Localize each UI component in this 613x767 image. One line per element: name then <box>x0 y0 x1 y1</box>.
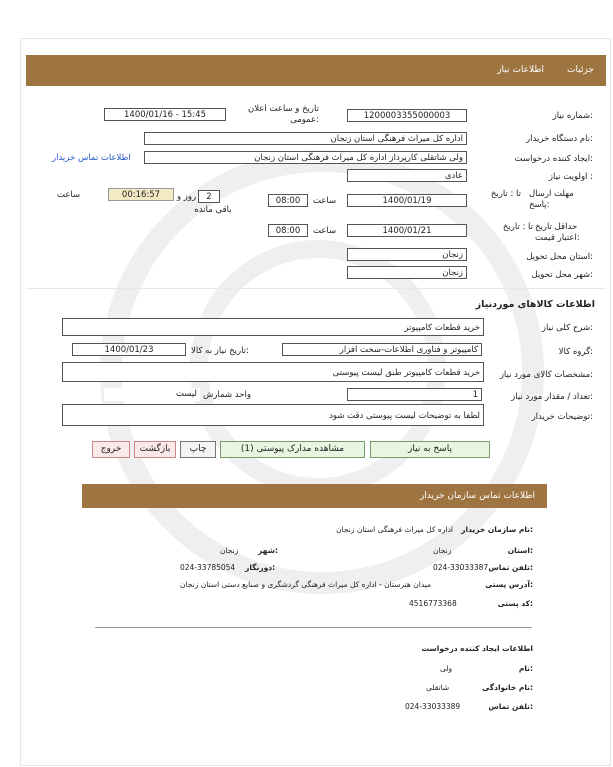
need-date-label: تاریخ نیاز به کالا: <box>191 346 249 356</box>
need-date-field: 1400/01/23 <box>72 343 186 356</box>
validity-date-field: 1400/01/21 <box>347 224 467 237</box>
contact-phone-label: تلفن تماس: <box>488 563 533 572</box>
creator-label: ایجاد کننده درخواست: <box>514 154 593 164</box>
contact-phone-value: 024-33033387 <box>433 563 489 572</box>
contact-header <box>82 484 547 508</box>
remaining-time-field: 00:16:57 <box>108 188 174 201</box>
announce-field: 1400/01/16 - 15:45 <box>104 108 226 121</box>
remaining-days-field: 2 <box>198 190 220 203</box>
qty-label: تعداد / مقدار مورد نیاز: <box>511 392 593 402</box>
buyer-notes-label: توضیحات خریدار: <box>531 412 593 422</box>
validity-time-field: 08:00 <box>268 224 308 237</box>
deadline-until-label: تا : تاریخ <box>490 189 521 199</box>
exit-button[interactable]: خروج <box>92 441 130 458</box>
page-frame <box>20 38 611 766</box>
last-name-value: شاتقلی <box>426 683 450 692</box>
need-number-field: 1200003355000003 <box>347 109 467 122</box>
creator-field: ولی شاتقلی کارپرداز اداره کل میراث فرهنگی استان زنجان <box>144 151 467 164</box>
deadline-date-field: 1400/01/19 <box>347 194 467 207</box>
qty-field: 1 <box>347 388 482 401</box>
print-button[interactable]: چاپ <box>180 441 216 458</box>
unit-label: واحد شمارش <box>203 390 251 400</box>
contact-fax-value: 024-33785054 <box>180 563 236 572</box>
requester-phone-label: تلفن تماس: <box>488 702 533 711</box>
group-field: کامپیوتر و فناوری اطلاعات-سخت افزار <box>282 343 482 356</box>
validity-label: حداقل تاریخ اعتبار قیمت: <box>535 222 580 243</box>
buyer-org-field: اداره کل میراث فرهنگی استان زنجان <box>144 132 467 145</box>
remaining-days-label: روز و <box>177 192 197 202</box>
attachments-button[interactable]: مشاهده مدارک پیوستی (1) <box>220 441 365 458</box>
requester-title: اطلاعات ایجاد کننده درخواست <box>421 644 533 653</box>
org-name-value: اداره کل میراث فرهنگی استان زنجان <box>336 525 453 534</box>
province-field: زنجان <box>347 248 467 261</box>
address-label: آدرس پستی: <box>485 580 533 589</box>
buyer-org-label: نام دستگاه خریدار: <box>526 134 593 144</box>
contact-province-value: زنجان <box>433 546 452 555</box>
contact-divider <box>95 627 532 628</box>
contact-city-value: زنجان <box>220 546 239 555</box>
header-bar <box>26 55 606 86</box>
requester-phone-value: 024-33033389 <box>405 702 461 711</box>
province-label: استان محل تحویل: <box>526 252 593 262</box>
remaining-label: باقی مانده <box>194 205 232 215</box>
announce-label: تاریخ و ساعت اعلان عمومی: <box>247 104 319 125</box>
validity-until-label: تا : تاریخ <box>502 222 533 232</box>
first-name-value: ولی <box>440 664 453 673</box>
goods-section-title: اطلاعات کالاهای موردنیاز <box>475 299 595 310</box>
buyer-notes-field: لطفا به توضیحات لیست پیوستی دقت شود <box>62 404 484 426</box>
back-button[interactable]: بازگشت <box>134 441 176 458</box>
page-title: جزئیات <box>567 65 594 75</box>
contact-title: اطلاعات تماس سازمان خریدار <box>419 491 535 501</box>
contact-city-label: شهر: <box>258 546 278 555</box>
need-number-label: شماره نیاز: <box>552 111 593 121</box>
priority-field: عادی <box>347 169 467 182</box>
city-label: شهر محل تحویل: <box>531 270 593 280</box>
validity-time-label: ساعت <box>313 226 337 236</box>
deadline-label: مهلت ارسال پاسخ: <box>529 189 574 210</box>
last-name-label: نام خانوادگی: <box>482 683 533 692</box>
summary-field: خرید قطعات کامپیوتر <box>62 318 484 336</box>
deadline-time-label: ساعت <box>313 196 337 206</box>
contact-fax-label: دورنگار: <box>245 563 276 572</box>
group-label: گروه کالا: <box>558 347 593 357</box>
address-value: میدان هنرستان - اداره کل میراث فرهنگی گردشگری و صنایع دستی استان زنجان <box>180 580 432 589</box>
postal-value: 4516773368 <box>409 599 457 608</box>
postal-label: کد پستی: <box>497 599 533 608</box>
contact-province-label: استان: <box>507 546 533 555</box>
priority-label: اولویت نیاز : <box>548 172 593 182</box>
spec-label: مشخصات کالای مورد نیاز: <box>499 370 593 380</box>
deadline-time-field: 08:00 <box>268 194 308 207</box>
org-name-label: نام سازمان خریدار: <box>461 525 533 534</box>
divider <box>26 288 606 289</box>
spec-field: خرید قطعات کامپیوتر طبق لیست پیوستی <box>62 362 484 382</box>
unit-field: لیست <box>104 388 200 401</box>
buyer-contact-link[interactable]: اطلاعات تماس خریدار <box>52 153 131 163</box>
remaining-hours-label: ساعت <box>57 190 81 200</box>
first-name-label: نام: <box>518 664 533 673</box>
respond-button[interactable]: پاسخ به نیاز <box>370 441 490 458</box>
tab-need-info[interactable]: اطلاعات نیاز <box>497 65 544 75</box>
summary-label: شرح کلی نیاز: <box>541 323 593 333</box>
city-field: زنجان <box>347 266 467 279</box>
